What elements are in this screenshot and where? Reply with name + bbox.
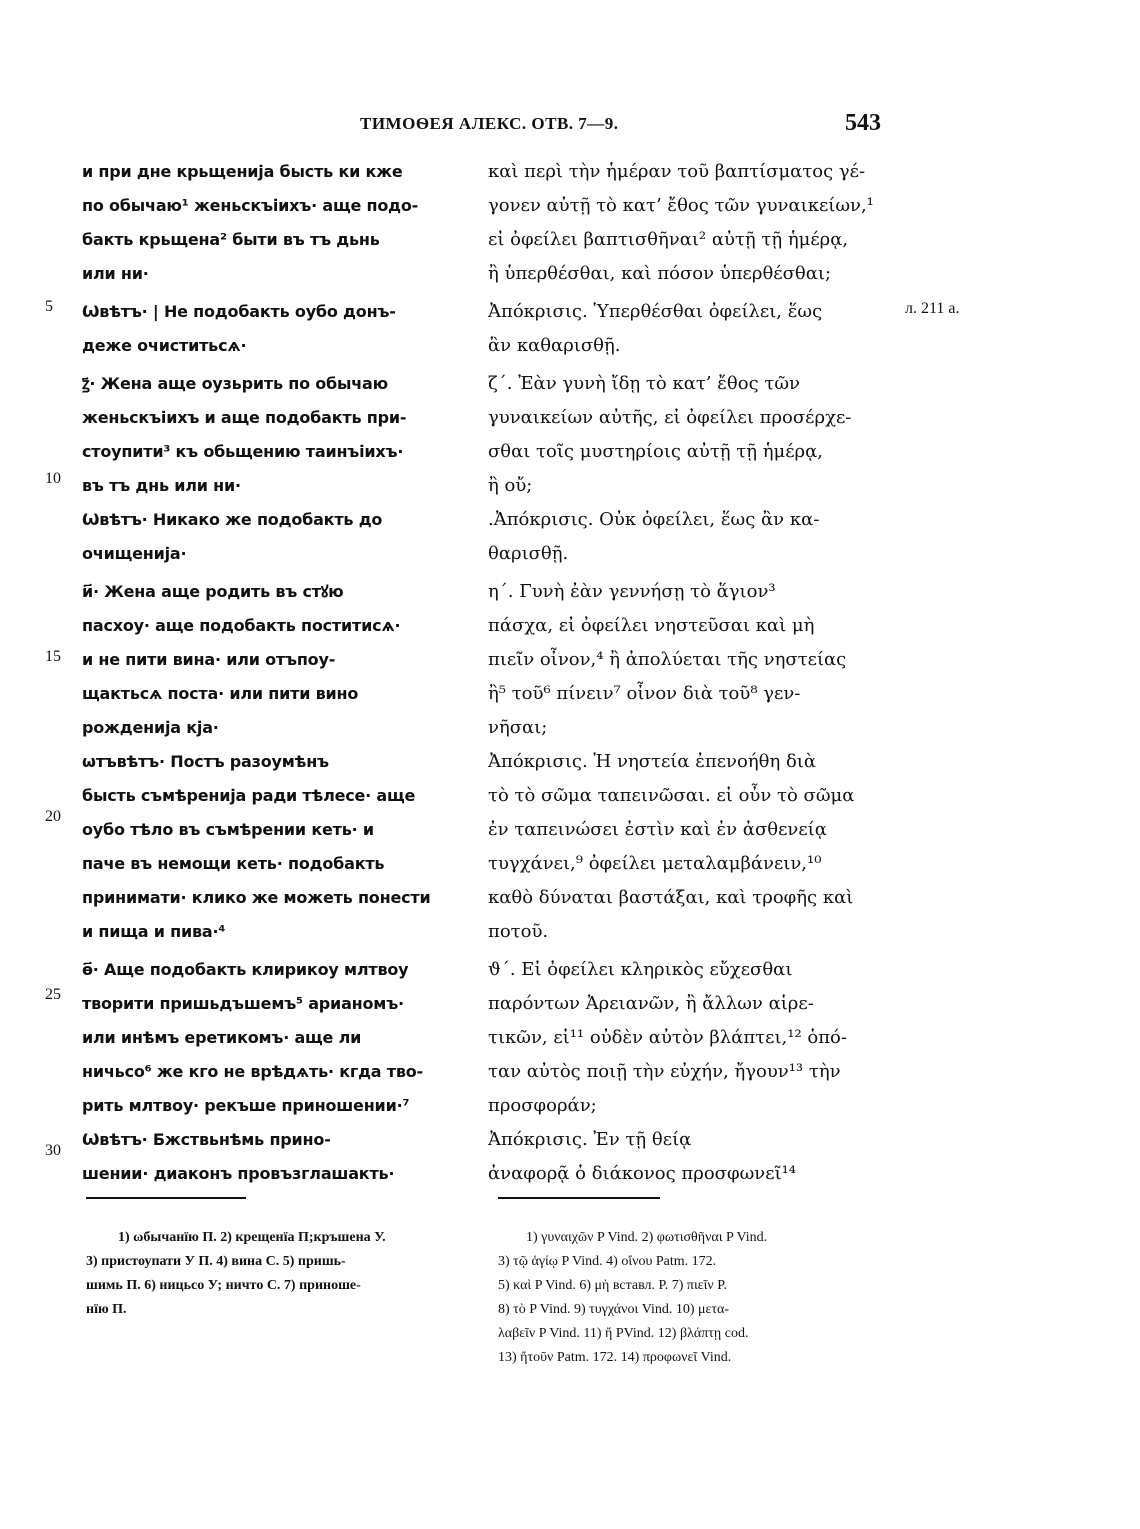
text-line: деже очиститьсѧ·	[82, 336, 247, 355]
text-line: Ἀπόκρισις. Ἡ νηστεία ἐπενοήθη διὰ	[488, 751, 817, 772]
text-line: и не пити вина· или отъпоу-	[82, 650, 336, 669]
text-line: ἐν ταπεινώσει ἐστὶν καὶ ἐν ἀσθενείᾳ	[488, 819, 827, 840]
text-line: или ни·	[82, 264, 149, 283]
footnote-line: 3) пристоупати У П. 4) вина С. 5) пришь-	[86, 1254, 346, 1269]
footnote-divider	[498, 1197, 660, 1199]
line-number: 20	[45, 808, 61, 825]
text-line: творити пришьдъшемъ⁵ арианомъ·	[82, 994, 404, 1013]
footnote-line: 3) τῷ ἁγίῳ P Vind. 4) οἴνου Patm. 172.	[498, 1254, 717, 1269]
text-line: бакть крьщена² быти въ тъ дьнь	[82, 230, 380, 249]
text-line: εἰ ὀφείλει βαπτισθῆναι² αὐτῇ τῇ ἡμέρᾳ,	[488, 229, 849, 250]
line-number: 5	[45, 298, 53, 315]
text-line: πάσχα, εἰ ὀφείλει νηστεῦσαι καὶ μὴ	[488, 615, 815, 636]
text-line: πιεῖν οἶνον,⁴ ἢ ἀπολύεται τῆς νηστείας	[488, 649, 847, 670]
text-line: щактьсѧ поста· или пити вино	[82, 684, 359, 703]
text-line: καὶ περὶ τὴν ἡμέραν τοῦ βαπτίσματος γέ-	[488, 161, 866, 182]
text-line: принимати· клико же можеть понести	[82, 888, 431, 907]
text-line: .Ἀπόκρισις. Οὐκ ὀφείλει, ἕως ἂν κα-	[488, 509, 820, 530]
text-line: ѳ҃· Аще подобакть клирикоу млтвоу	[82, 960, 409, 979]
footnote-divider	[86, 1197, 246, 1199]
text-line: παρόντων Ἀρειανῶν, ἢ ἄλλων αἱρε-	[488, 993, 814, 1014]
text-line: и при дне крьщенија бысть ки кже	[82, 162, 403, 181]
text-line: женьскъіихъ и аще подобакть при-	[82, 408, 407, 427]
line-number: 15	[45, 648, 61, 665]
text-line: въ тъ днь или ни·	[82, 476, 241, 495]
text-line: Ѡвѣтъ· Бжствьнѣмь прино-	[82, 1130, 331, 1149]
text-line: ἂν καθαρισθῇ.	[488, 335, 621, 356]
text-line: ταν αὐτὸς ποιῇ τὴν εὐχήν, ἤγουν¹³ τὴν	[488, 1061, 841, 1082]
text-line: и҃· Жена аще родить въ стꙋю	[82, 582, 344, 601]
footnote-line: λαβεῖν P Vind. 11) ἤ PVind. 12) βλάπτῃ cod.	[498, 1326, 749, 1341]
line-number: 25	[45, 986, 61, 1003]
text-line: σθαι τοῖς μυστηρίοις αὐτῇ τῇ ἡμέρᾳ,	[488, 441, 824, 462]
text-line: γυναικείων αὐτῆς, εἰ ὀφείλει προσέρχε-	[488, 407, 852, 428]
text-line: Ἀπόκρισις. Ὑπερθέσθαι ὀφείλει, ἕως	[488, 301, 823, 322]
text-line: и пища и пива·⁴	[82, 922, 226, 941]
page-number: 543	[845, 110, 881, 136]
footnote-line: нїю П.	[86, 1302, 127, 1317]
text-line: τὸ τὸ σῶμα ταπεινῶσαι. εἰ οὖν τὸ σῶμα	[488, 785, 855, 806]
text-line: пасхоу· аще подобакть поститисѧ·	[82, 616, 401, 635]
text-line: καθὸ δύναται βαστάξαι, καὶ τροφῆς καὶ	[488, 887, 854, 908]
line-number: 30	[45, 1142, 61, 1159]
text-line: ѡтъвѣтъ· Постъ разоумѣнъ	[82, 752, 329, 771]
text-line: Ἀπόκρισις. Ἐν τῇ θείᾳ	[488, 1129, 692, 1150]
text-line: θαρισθῇ.	[488, 543, 569, 564]
line-number: 10	[45, 470, 61, 487]
text-line: Ѡвѣтъ· | Не подобакть оубо донъ-	[82, 302, 396, 321]
text-line: или инѣмъ еретикомъ· аще ли	[82, 1028, 362, 1047]
text-line: Ѡвѣтъ· Никако же подобакть до	[82, 510, 383, 529]
margin-folio-note: л. 211 а.	[905, 300, 960, 317]
footnote-line: 5) καὶ P Vind. 6) μὴ вставл. P. 7) πιεῖν P.	[498, 1278, 727, 1293]
text-line: ἢ οὔ;	[488, 475, 533, 496]
text-line: ποτοῦ.	[488, 921, 549, 942]
text-line: ϑ΄. Εἰ ὀφείλει κληρικὸς εὔχεσθαι	[488, 959, 793, 980]
text-line: προσφοράν;	[488, 1095, 597, 1116]
text-line: ζ΄. Ἐὰν γυνὴ ἴδῃ τὸ κατ’ ἔθος τῶν	[488, 373, 800, 394]
text-line: по обычаю¹ женьскъіихъ· аще подо-	[82, 196, 419, 215]
text-line: бысть съмѣренија ради тѣлесе· аще	[82, 786, 416, 805]
text-line: паче въ немощи кеть· подобакть	[82, 854, 385, 873]
footnote-line: 1) γυναιχῶν P Vind. 2) φωτισθῆναι P Vind.	[526, 1230, 768, 1245]
text-line: стоупити³ къ обьщению таинъіихъ·	[82, 442, 404, 461]
text-line: ничьсо⁶ же кго не врѣдѧть· кгда тво-	[82, 1062, 423, 1081]
footnote-line: шимь П. 6) ницьсо У; ничто С. 7) приноше-	[86, 1278, 361, 1293]
text-line: шении· диаконъ провъзглашакть·	[82, 1164, 395, 1183]
text-line: ꙁ҃· Жена аще оузьрить по обычаю	[82, 374, 389, 393]
text-line: очищенија·	[82, 544, 187, 563]
running-header: ТИМОѲЕЯ АЛЕКС. ОТВ. 7—9.	[360, 114, 619, 133]
text-line: ἀναφορᾷ ὁ διάκονος προσφωνεῖ¹⁴	[488, 1163, 797, 1184]
text-line: рить млтвоу· рекъше приношении·⁷	[82, 1096, 410, 1115]
text-line: ἢ ὑπερθέσθαι, καὶ πόσον ὑπερθέσθαι;	[488, 263, 832, 284]
text-line: γονεν αὐτῇ τὸ κατ’ ἔθος τῶν γυναικείων,¹	[488, 195, 874, 216]
text-line: τικῶν, εἰ¹¹ οὐδὲν αὐτὸν βλάπτει,¹² ὁπό-	[488, 1027, 847, 1048]
footnote-line: 1) ωбычанїю П. 2) крещенїа П;кръшена У.	[118, 1230, 386, 1245]
text-line: оубо тѣло въ съмѣрении кеть· и	[82, 820, 374, 839]
footnote-line: 8) τὸ P Vind. 9) τυγχάνοι Vind. 10) μετα-	[498, 1302, 730, 1317]
text-line: η΄. Γυνὴ ἐὰν γεννήσῃ τὸ ἅγιον³	[488, 581, 776, 602]
text-line: νῆσαι;	[488, 717, 548, 738]
footnote-line: 13) ἤτοῦν Patm. 172. 14) προφωνεῖ Vind.	[498, 1350, 732, 1365]
text-line: рожденија кја·	[82, 718, 219, 737]
text-line: ἢ⁵ τοῦ⁶ πίνειν⁷ οἶνον διὰ τοῦ⁸ γεν-	[488, 683, 801, 704]
text-line: τυγχάνει,⁹ ὀφείλει μεταλαμβάνειν,¹⁰	[488, 853, 822, 874]
